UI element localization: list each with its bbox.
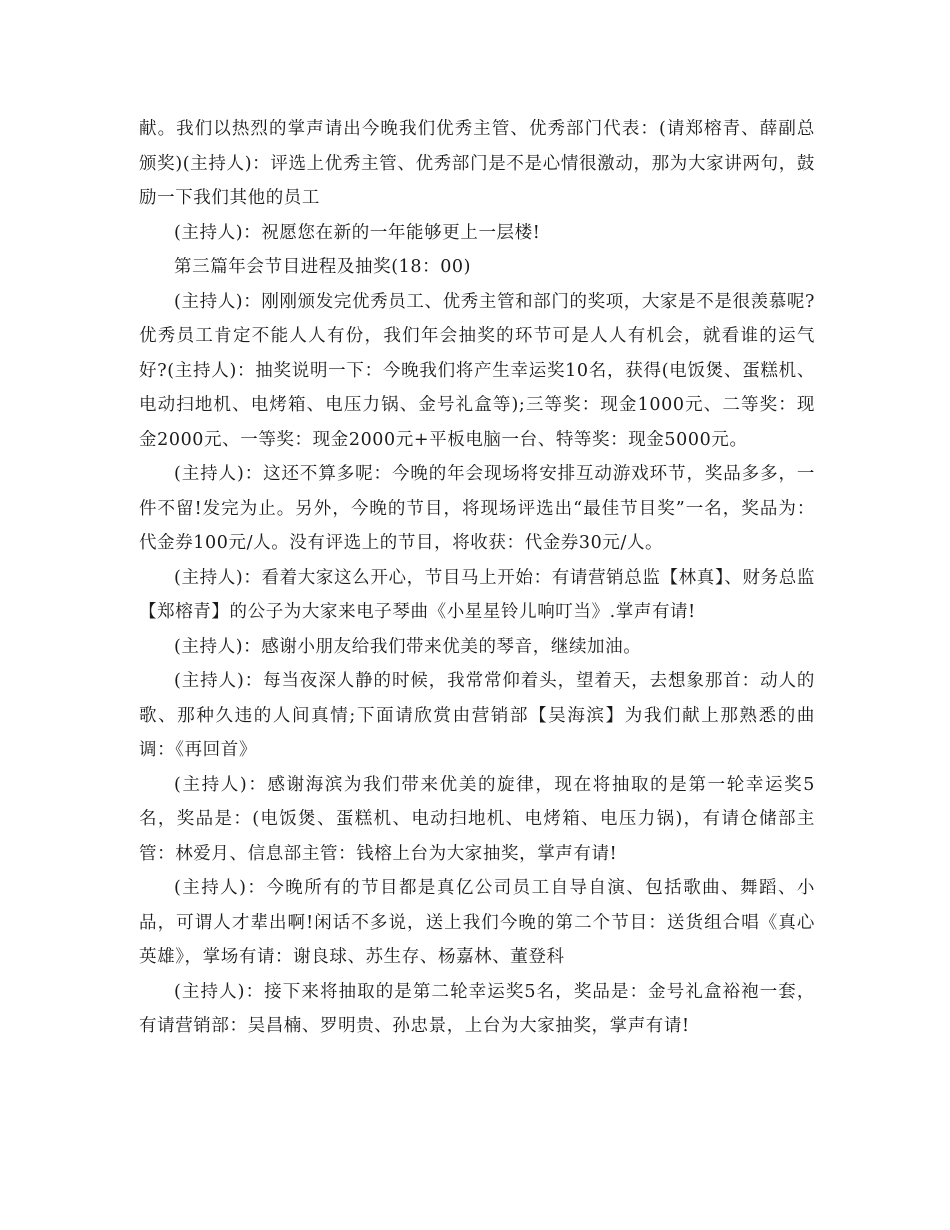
- paragraph-second-program: (主持人)：今晚所有的节目都是真亿公司员工自导自演、包括歌曲、舞蹈、小品，可谓人才辈出啊!闲话不多说，送上我们今晚的第二个节目：送货组合唱《真心英雄》，掌场有请：谢良球、苏生存、杨嘉林、董登科: [139, 878, 815, 967]
- paragraph-interactive-games: (主持人)：这还不算多呢：今晚的年会现场将安排互动游戏环节，奖品多多，一件不留!发完为止。另外，今晚的节目，将现场评选出“最佳节目奖”一名，奖品为：代金券100元/人。没有评选上的节目，将收获：代金券30元/人。: [139, 464, 815, 553]
- paragraph-lottery-intro: (主持人)：刚刚颁发完优秀员工、优秀主管和部门的奖项，大家是不是很羡慕呢?优秀员工肯定不能人人有份，我们年会抽奖的环节可是人人有机会，就看谁的运气好?(主持人)：抽奖说明一下：今晚我们将产生幸运奖10名，获得(电饭煲、蛋糕机、电动扫地机、电烤箱、电压力锅、金号礼盒等);三等奖：现金1000元、二等奖：现金2000元、一等奖：现金2000元+平板电脑一台、特等奖：现金5000元。: [139, 291, 815, 450]
- paragraph-first-program: (主持人)：看着大家这么开心，节目马上开始：有请营销总监【林真】、财务总监【郑榕青】的公子为大家来电子琴曲《小星星铃儿响叮当》.掌声有请!: [139, 567, 815, 622]
- section-heading: 第三篇年会节目进程及抽奖(18：00): [174, 257, 472, 277]
- paragraph-host-wish: (主持人)：祝愿您在新的一年能够更上一层楼!: [174, 222, 541, 243]
- paragraph-second-lottery: (主持人)：接下来将抽取的是第二轮幸运奖5名，奖品是：金号礼盒裕袍一套，有请营销部：吴昌楠、罗明贵、孙忠景，上台为大家抽奖，掌声有请!: [139, 981, 815, 1036]
- document-body: [139, 112, 815, 1044]
- paragraph-song-intro: (主持人)：每当夜深人静的时候，我常常仰着头，望着天，去想象那首：动人的歌、那种久违的人间真情;下面请欣赏由营销部【吴海滨】为我们献上那熟悉的曲调：《再回首》: [139, 671, 815, 760]
- paragraph-thanks-child: (主持人)：感谢小朋友给我们带来优美的琴音，继续加油。: [174, 636, 642, 657]
- paragraph-continuation: 献。我们以热烈的掌声请出今晚我们优秀主管、优秀部门代表：(请郑榕青、薛副总颁奖)(主持人)：评选上优秀主管、优秀部门是不是心情很激动，那为大家讲两句，鼓励一下我们其他的员工: [139, 119, 815, 208]
- paragraph-first-lottery: (主持人)：感谢海滨为我们带来优美的旋律，现在将抽取的是第一轮幸运奖5名，奖品是：(电饭煲、蛋糕机、电动扫地机、电烤箱、电压力锅)，有请仓储部主管：林爱月、信息部主管：钱榕上台为大家抽奖，掌声有请!: [139, 774, 815, 864]
